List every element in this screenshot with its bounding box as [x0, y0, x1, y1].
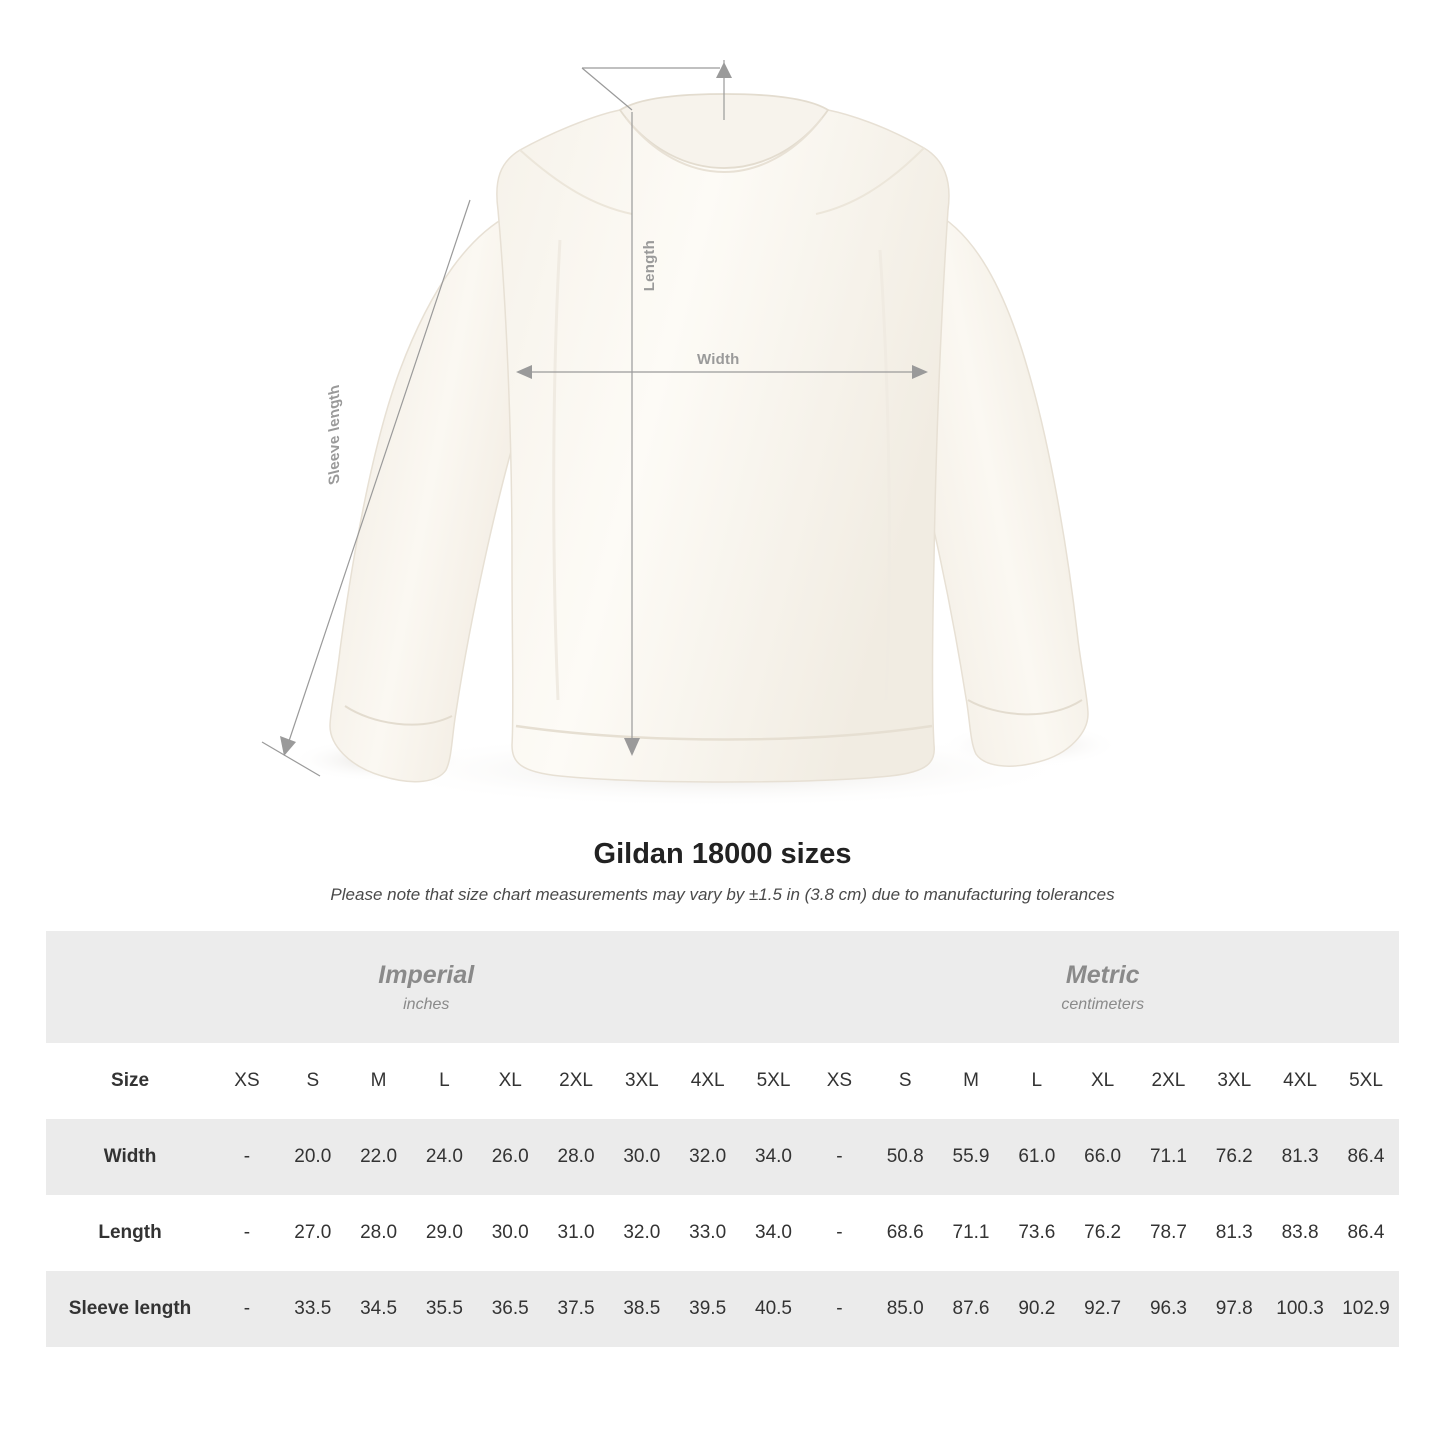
tolerance-note: Please note that size chart measurements may vary by ±1.5 in (3.8 cm) due to manufacturing tolerances [330, 885, 1115, 904]
width-metric-8: 86.4 [1333, 1119, 1399, 1195]
length-metric-7: 83.8 [1267, 1195, 1333, 1271]
imperial-unit-sub: inches [403, 995, 450, 1013]
width-metric-0: - [806, 1119, 872, 1195]
length-imperial-4: 30.0 [477, 1195, 543, 1271]
table-row-sleeve-length [46, 1271, 1399, 1347]
length-metric-6: 81.3 [1201, 1195, 1267, 1271]
row-label-length: Length [46, 1195, 214, 1271]
width-metric-3: 61.0 [1004, 1119, 1070, 1195]
sleeve-metric-0: - [806, 1271, 872, 1347]
sleeve-imperial-7: 39.5 [675, 1271, 741, 1347]
width-imperial-0: - [214, 1119, 280, 1195]
width-metric-1: 50.8 [872, 1119, 938, 1195]
length-imperial-3: 29.0 [412, 1195, 478, 1271]
length-dimension-label: Length [641, 240, 658, 292]
sleeve-metric-1: 85.0 [872, 1271, 938, 1347]
width-imperial-6: 30.0 [609, 1119, 675, 1195]
metric-unit-cell [806, 931, 1399, 1043]
length-metric-1: 68.6 [872, 1195, 938, 1271]
table-row-width [46, 1119, 1399, 1195]
table-row-length [46, 1195, 1399, 1271]
size-table [46, 931, 1399, 1347]
width-metric-4: 66.0 [1070, 1119, 1136, 1195]
length-metric-8: 86.4 [1333, 1195, 1399, 1271]
width-dimension-label: Width [697, 351, 740, 368]
size-cell-metric-5: 2XL [1136, 1043, 1202, 1119]
size-cell-imperial-7: 4XL [675, 1043, 741, 1119]
length-imperial-7: 33.0 [675, 1195, 741, 1271]
size-cell-metric-3: L [1004, 1043, 1070, 1119]
width-imperial-8: 34.0 [741, 1119, 807, 1195]
length-imperial-6: 32.0 [609, 1195, 675, 1271]
width-imperial-1: 20.0 [280, 1119, 346, 1195]
length-imperial-1: 27.0 [280, 1195, 346, 1271]
length-metric-5: 78.7 [1136, 1195, 1202, 1271]
size-cell-imperial-4: XL [477, 1043, 543, 1119]
imperial-unit-name: Imperial [378, 961, 475, 990]
length-imperial-5: 31.0 [543, 1195, 609, 1271]
sleeve-metric-8: 102.9 [1333, 1271, 1399, 1347]
size-cell-imperial-1: S [280, 1043, 346, 1119]
sleeve-metric-3: 90.2 [1004, 1271, 1070, 1347]
sleeve-length-dimension-label: Sleeve length [326, 382, 343, 487]
length-imperial-0: - [214, 1195, 280, 1271]
width-metric-2: 55.9 [938, 1119, 1004, 1195]
sleeve-imperial-1: 33.5 [280, 1271, 346, 1347]
title-block [0, 838, 1445, 905]
size-cell-metric-4: XL [1070, 1043, 1136, 1119]
length-imperial-8: 34.0 [741, 1195, 807, 1271]
metric-unit-name: Metric [1065, 961, 1140, 990]
metric-unit-sub: centimeters [1061, 995, 1145, 1013]
size-label-cell: Size [46, 1043, 214, 1119]
sleeve-imperial-0: - [214, 1271, 280, 1347]
width-metric-5: 71.1 [1136, 1119, 1202, 1195]
sleeve-imperial-6: 38.5 [609, 1271, 675, 1347]
size-cell-imperial-0: XS [214, 1043, 280, 1119]
width-imperial-5: 28.0 [543, 1119, 609, 1195]
sleeve-imperial-4: 36.5 [477, 1271, 543, 1347]
imperial-unit-cell [46, 931, 806, 1043]
width-imperial-7: 32.0 [675, 1119, 741, 1195]
length-metric-0: - [806, 1195, 872, 1271]
size-table-wrapper [0, 931, 1445, 1347]
size-cell-imperial-5: 2XL [543, 1043, 609, 1119]
length-metric-2: 71.1 [938, 1195, 1004, 1271]
width-imperial-2: 22.0 [346, 1119, 412, 1195]
length-metric-3: 73.6 [1004, 1195, 1070, 1271]
size-cell-metric-6: 3XL [1201, 1043, 1267, 1119]
sleeve-imperial-3: 35.5 [412, 1271, 478, 1347]
sleeve-imperial-5: 37.5 [543, 1271, 609, 1347]
sleeve-metric-7: 100.3 [1267, 1271, 1333, 1347]
size-cell-imperial-2: M [346, 1043, 412, 1119]
size-cell-metric-1: S [872, 1043, 938, 1119]
sleeve-metric-5: 96.3 [1136, 1271, 1202, 1347]
sleeve-imperial-8: 40.5 [741, 1271, 807, 1347]
page-title: Gildan 18000 sizes [593, 838, 852, 870]
row-label-sleeve-length: Sleeve length [46, 1271, 214, 1347]
sleeve-imperial-2: 34.5 [346, 1271, 412, 1347]
row-label-width: Width [46, 1119, 214, 1195]
length-metric-4: 76.2 [1070, 1195, 1136, 1271]
size-cell-metric-2: M [938, 1043, 1004, 1119]
length-imperial-2: 28.0 [346, 1195, 412, 1271]
width-imperial-3: 24.0 [412, 1119, 478, 1195]
width-metric-7: 81.3 [1267, 1119, 1333, 1195]
sleeve-metric-6: 97.8 [1201, 1271, 1267, 1347]
width-metric-6: 76.2 [1201, 1119, 1267, 1195]
sleeve-metric-4: 92.7 [1070, 1271, 1136, 1347]
size-cell-metric-7: 4XL [1267, 1043, 1333, 1119]
width-imperial-4: 26.0 [477, 1119, 543, 1195]
size-cell-imperial-6: 3XL [609, 1043, 675, 1119]
unit-header-row [46, 931, 1399, 1043]
size-cell-imperial-3: L [412, 1043, 478, 1119]
size-header-row [46, 1043, 1399, 1119]
size-cell-metric-0: XS [806, 1043, 872, 1119]
size-cell-imperial-8: 5XL [741, 1043, 807, 1119]
sleeve-metric-2: 87.6 [938, 1271, 1004, 1347]
size-cell-metric-8: 5XL [1333, 1043, 1399, 1119]
